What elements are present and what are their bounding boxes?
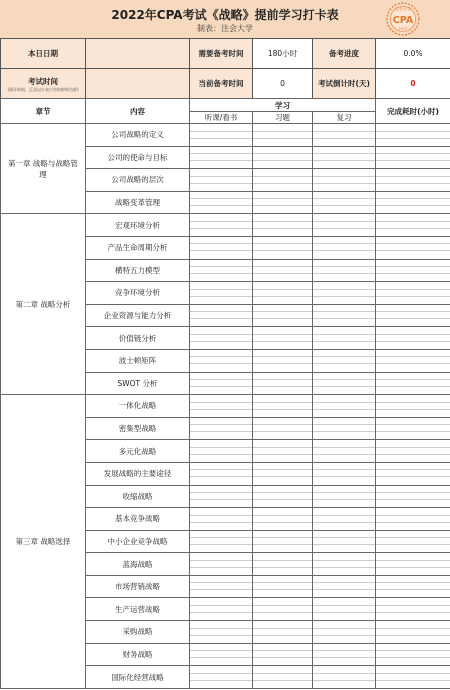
exercise-cell[interactable] — [253, 508, 313, 531]
done-hours-cell[interactable] — [376, 349, 450, 372]
exercise-cell[interactable] — [253, 259, 313, 282]
listen-cell[interactable] — [190, 214, 253, 237]
review-cell[interactable] — [313, 485, 376, 508]
listen-cell[interactable] — [190, 575, 253, 598]
content-item: 宏观环境分析 — [86, 214, 190, 237]
exercise-cell[interactable] — [253, 417, 313, 440]
content-item: 中小企业竞争战略 — [86, 530, 190, 553]
listen-cell[interactable] — [190, 282, 253, 305]
listen-cell[interactable] — [190, 485, 253, 508]
review-cell[interactable] — [313, 666, 376, 689]
progress-label: 备考进度 — [313, 39, 376, 69]
chapter-name: 第三章 战略选择 — [1, 395, 86, 689]
done-hours-cell[interactable] — [376, 146, 450, 169]
needed-time-label: 需要备考时间 — [190, 39, 253, 69]
content-item: 公司战略的定义 — [86, 124, 190, 147]
content-item: 发展战略的主要途径 — [86, 462, 190, 485]
listen-cell[interactable] — [190, 417, 253, 440]
done-hours-cell[interactable] — [376, 236, 450, 259]
listen-cell[interactable] — [190, 304, 253, 327]
content-item: 密集型战略 — [86, 417, 190, 440]
review-cell[interactable] — [313, 621, 376, 644]
cpa-logo-icon — [386, 2, 420, 36]
listen-cell[interactable] — [190, 191, 253, 214]
done-hours-cell[interactable] — [376, 282, 450, 305]
review-cell[interactable] — [313, 575, 376, 598]
content-item: 竞争环境分析 — [86, 282, 190, 305]
exam-time-label-cell — [1, 69, 86, 99]
content-item: 产品生命周期分析 — [86, 236, 190, 259]
done-hours-cell[interactable] — [376, 259, 450, 282]
logo-top-text: 注会大学 — [395, 6, 411, 12]
logo-text: CPA — [392, 15, 414, 26]
exercise-cell[interactable] — [253, 236, 313, 259]
listen-cell[interactable] — [190, 372, 253, 395]
done-hours-cell[interactable] — [376, 575, 450, 598]
review-cell[interactable] — [313, 282, 376, 305]
study-grid — [0, 98, 450, 689]
done-hours-cell[interactable] — [376, 621, 450, 644]
exercise-cell[interactable] — [253, 666, 313, 689]
exercise-cell[interactable] — [253, 553, 313, 576]
content-item: SWOT 分析 — [86, 372, 190, 395]
listen-cell[interactable] — [190, 666, 253, 689]
listen-cell[interactable] — [190, 440, 253, 463]
review-cell[interactable] — [313, 327, 376, 350]
exercise-cell[interactable] — [253, 327, 313, 350]
listen-cell[interactable] — [190, 508, 253, 531]
study-sub-listen: 听课/看书 — [190, 112, 253, 124]
done-hours-cell[interactable] — [376, 169, 450, 192]
content-item: 公司战略的层次 — [86, 169, 190, 192]
listen-cell[interactable] — [190, 327, 253, 350]
done-hours-cell[interactable] — [376, 530, 450, 553]
exercise-cell[interactable] — [253, 643, 313, 666]
exam-time-label: 考试时间 — [28, 76, 58, 86]
review-cell[interactable] — [313, 462, 376, 485]
content-item: 战略变革管理 — [86, 191, 190, 214]
content-item: 企业资源与能力分析 — [86, 304, 190, 327]
exercise-cell[interactable] — [253, 598, 313, 621]
sheet-title: 2022年CPA考试《战略》提前学习打卡表 — [111, 8, 339, 22]
done-header: 完成耗时(小时) — [376, 99, 450, 124]
content-item: 基本竞争战略 — [86, 508, 190, 531]
done-hours-cell[interactable] — [376, 372, 450, 395]
content-header: 内容 — [86, 99, 190, 124]
content-item: 波士顿矩阵 — [86, 349, 190, 372]
content-item: 一体化战略 — [86, 395, 190, 418]
listen-cell[interactable] — [190, 643, 253, 666]
exercise-cell[interactable] — [253, 372, 313, 395]
exercise-cell[interactable] — [253, 214, 313, 237]
current-time-value: 0 — [253, 69, 313, 99]
listen-cell[interactable] — [190, 395, 253, 418]
review-cell[interactable] — [313, 124, 376, 147]
review-cell[interactable] — [313, 395, 376, 418]
review-cell[interactable] — [313, 236, 376, 259]
review-cell[interactable] — [313, 643, 376, 666]
done-hours-cell[interactable] — [376, 304, 450, 327]
review-cell[interactable] — [313, 598, 376, 621]
review-cell[interactable] — [313, 304, 376, 327]
review-cell[interactable] — [313, 553, 376, 576]
sheet-header — [0, 0, 450, 39]
study-sub-exercise: 习题 — [253, 112, 313, 124]
exercise-cell[interactable] — [253, 485, 313, 508]
table-row — [1, 214, 450, 237]
chapter-header: 章节 — [1, 99, 86, 124]
exercise-cell[interactable] — [253, 462, 313, 485]
exercise-cell[interactable] — [253, 530, 313, 553]
done-hours-cell[interactable] — [376, 395, 450, 418]
done-hours-cell[interactable] — [376, 440, 450, 463]
listen-cell[interactable] — [190, 124, 253, 147]
exercise-cell[interactable] — [253, 169, 313, 192]
done-hours-cell[interactable] — [376, 417, 450, 440]
exercise-cell[interactable] — [253, 146, 313, 169]
exercise-cell[interactable] — [253, 575, 313, 598]
study-sub-review: 复习 — [313, 112, 376, 124]
summary-table — [0, 38, 450, 99]
done-hours-cell[interactable] — [376, 666, 450, 689]
content-item: 公司的使命与目标 — [86, 146, 190, 169]
review-cell[interactable] — [313, 417, 376, 440]
logo-year-text: 2022 — [398, 27, 408, 31]
content-item: 采购战略 — [86, 621, 190, 644]
done-hours-cell[interactable] — [376, 327, 450, 350]
content-item: 市场营销战略 — [86, 575, 190, 598]
chapter-name: 第二章 战略分析 — [1, 214, 86, 395]
review-cell[interactable] — [313, 508, 376, 531]
review-cell[interactable] — [313, 372, 376, 395]
review-cell[interactable] — [313, 259, 376, 282]
exercise-cell[interactable] — [253, 440, 313, 463]
listen-cell[interactable] — [190, 259, 253, 282]
review-cell[interactable] — [313, 349, 376, 372]
progress-value: 0.0% — [376, 39, 450, 69]
review-cell[interactable] — [313, 169, 376, 192]
exercise-cell[interactable] — [253, 282, 313, 305]
review-cell[interactable] — [313, 530, 376, 553]
exam-time-note: (预计时间，正式以公布公告的时间为准) — [7, 86, 79, 92]
review-cell[interactable] — [313, 440, 376, 463]
exercise-cell[interactable] — [253, 621, 313, 644]
content-item: 收缩战略 — [86, 485, 190, 508]
exam-time-field[interactable] — [86, 69, 190, 99]
exercise-cell[interactable] — [253, 395, 313, 418]
content-item: 财务战略 — [86, 643, 190, 666]
content-item: 蓝海战略 — [86, 553, 190, 576]
countdown-label: 考试倒计时(天) — [313, 69, 376, 99]
listen-cell[interactable] — [190, 349, 253, 372]
listen-cell[interactable] — [190, 530, 253, 553]
today-label: 本日日期 — [1, 39, 86, 69]
listen-cell[interactable] — [190, 598, 253, 621]
exercise-cell[interactable] — [253, 191, 313, 214]
content-item: 国际化经营战略 — [86, 666, 190, 689]
review-cell[interactable] — [313, 214, 376, 237]
review-cell[interactable] — [313, 146, 376, 169]
done-hours-cell[interactable] — [376, 508, 450, 531]
listen-cell[interactable] — [190, 462, 253, 485]
listen-cell[interactable] — [190, 146, 253, 169]
exercise-cell[interactable] — [253, 304, 313, 327]
current-time-label: 当前备考时间 — [190, 69, 253, 99]
done-hours-cell[interactable] — [376, 191, 450, 214]
done-hours-cell[interactable] — [376, 598, 450, 621]
chapter-name: 第一章 战略与战略管理 — [1, 124, 86, 214]
countdown-value: 0 — [376, 69, 450, 99]
sheet-subtitle: 制表：注会大学 — [197, 24, 253, 33]
content-item: 价值链分析 — [86, 327, 190, 350]
listen-cell[interactable] — [190, 169, 253, 192]
content-item: 多元化战略 — [86, 440, 190, 463]
done-hours-cell[interactable] — [376, 214, 450, 237]
done-hours-cell[interactable] — [376, 485, 450, 508]
table-row — [1, 124, 450, 147]
listen-cell[interactable] — [190, 553, 253, 576]
exercise-cell[interactable] — [253, 124, 313, 147]
content-item: 横特五力模型 — [86, 259, 190, 282]
table-row — [1, 395, 450, 418]
listen-cell[interactable] — [190, 236, 253, 259]
done-hours-cell[interactable] — [376, 553, 450, 576]
listen-cell[interactable] — [190, 621, 253, 644]
exercise-cell[interactable] — [253, 349, 313, 372]
done-hours-cell[interactable] — [376, 124, 450, 147]
review-cell[interactable] — [313, 191, 376, 214]
study-header: 学习 — [190, 99, 376, 112]
done-hours-cell[interactable] — [376, 462, 450, 485]
done-hours-cell[interactable] — [376, 643, 450, 666]
content-item: 生产运营战略 — [86, 598, 190, 621]
today-field[interactable] — [86, 39, 190, 69]
needed-time-value[interactable]: 180小时 — [253, 39, 313, 69]
